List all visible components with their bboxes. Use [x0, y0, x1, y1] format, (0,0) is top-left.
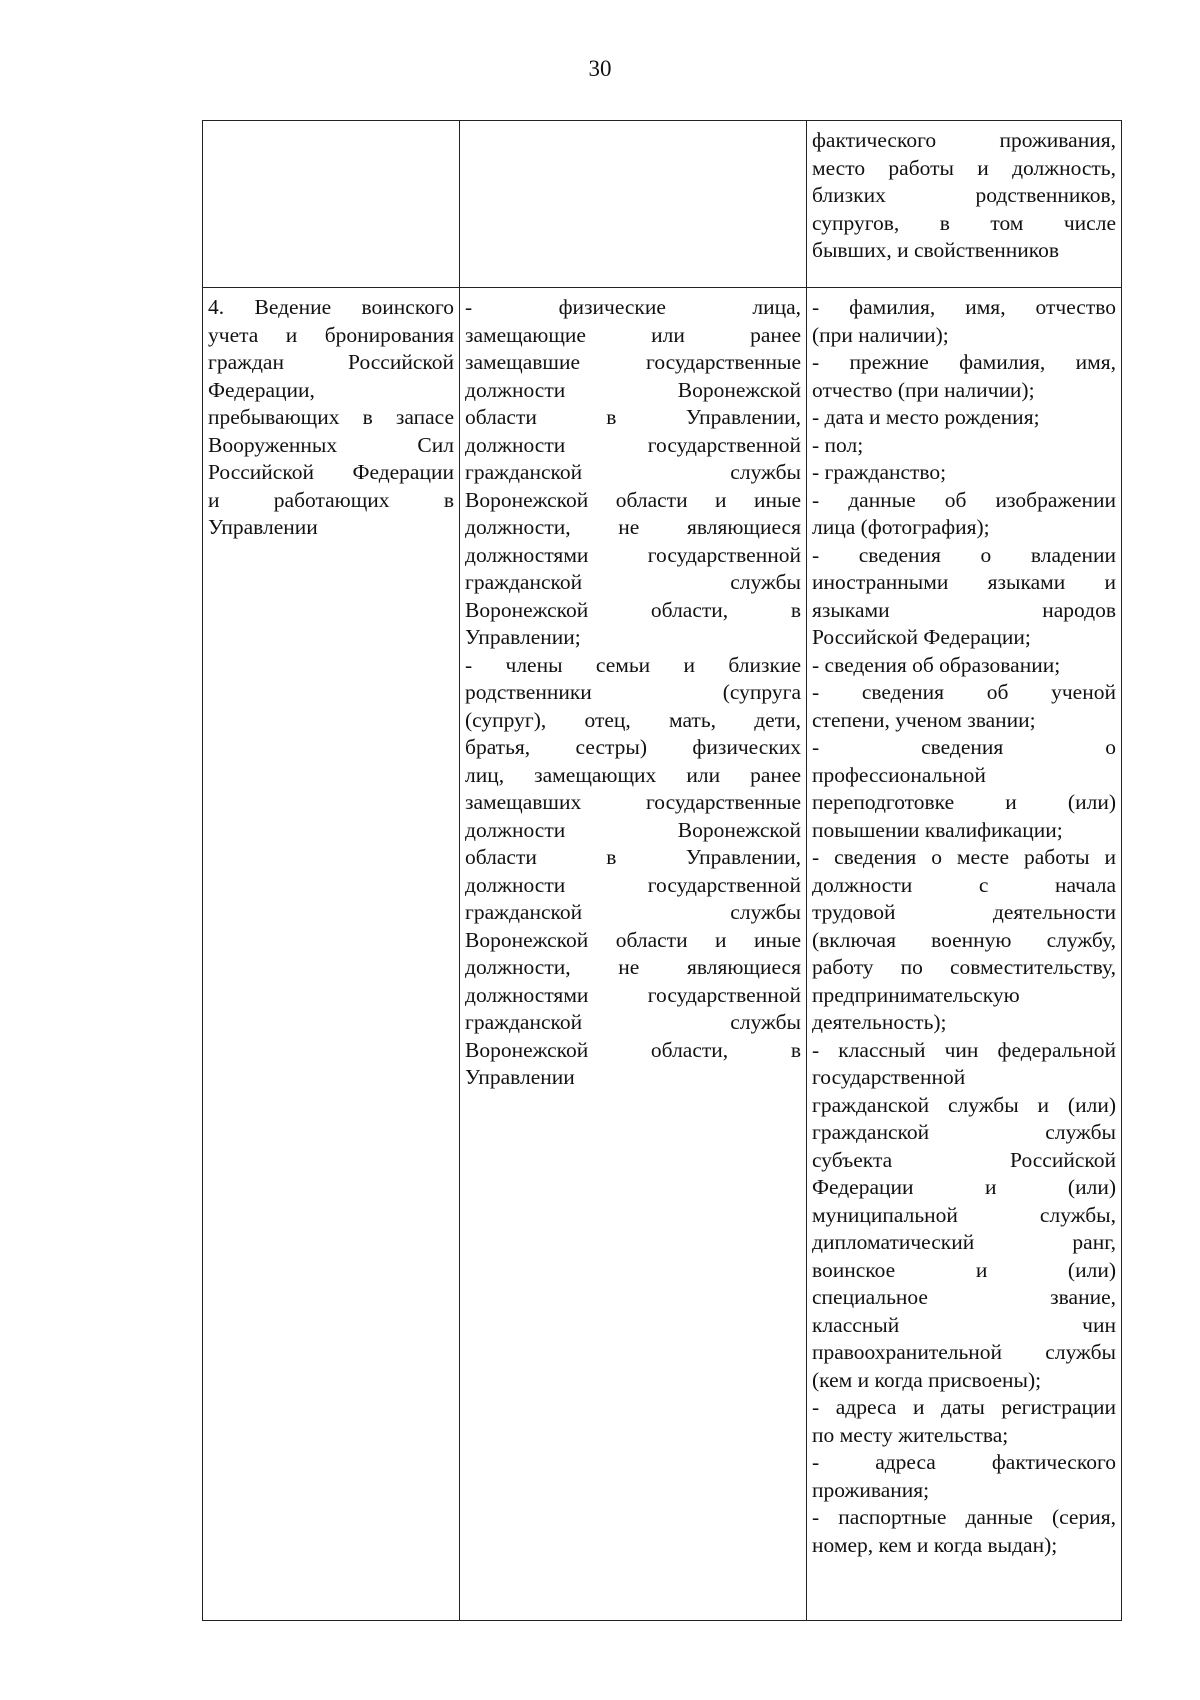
text-line: гражданской службы	[465, 460, 801, 484]
text-line: отчество (при наличии);	[812, 377, 1035, 402]
text-line: и работающих в	[208, 487, 454, 512]
text-line: степени, ученом звании;	[812, 707, 1036, 732]
text-line: деятельность);	[812, 1010, 947, 1034]
table-row-4	[203, 288, 1122, 1621]
text-line: трудовой деятельности	[812, 900, 1116, 924]
text-line: Федерации,	[208, 377, 315, 402]
text-line: - сведения об образовании;	[812, 652, 1061, 677]
text-line: предпринимательскую	[812, 982, 1020, 1007]
text-line: граждан Российской	[208, 350, 454, 374]
text-line: должности Воронежской	[465, 817, 801, 842]
text-line: лиц, замещающих или ранее	[465, 762, 801, 787]
text-line: Федерации и (или)	[812, 1175, 1116, 1199]
text-line: (кем и когда присвоены);	[812, 1367, 1042, 1392]
text-line: замещающие или ранее	[465, 322, 801, 347]
text-line: - адреса и даты регистрации	[812, 1395, 1116, 1419]
text-line: номер, кем и когда выдан);	[812, 1532, 1058, 1557]
text-line: пребывающих в запасе	[208, 405, 454, 429]
text-line: по месту жительства;	[812, 1422, 1009, 1447]
purpose-lines	[208, 294, 454, 542]
text-line: - адреса фактического	[812, 1450, 1116, 1474]
text-line: должности с начала	[812, 872, 1116, 897]
text-line: супругов, в том числе	[812, 210, 1116, 235]
text-line: воинское и (или)	[812, 1257, 1116, 1282]
text-line: должности государственной	[465, 432, 801, 457]
text-line: гражданской службы	[465, 570, 801, 594]
text-line: - фамилия, имя, отчество	[812, 295, 1116, 319]
text-line: Воронежской области и иные	[465, 927, 801, 952]
text-line: - паспортные данные (серия,	[812, 1505, 1116, 1529]
text-line: специальное звание,	[812, 1285, 1116, 1309]
data-categories-lines	[812, 127, 1116, 265]
text-line: замещавшие государственные	[465, 350, 801, 374]
text-line: Управлении	[465, 1065, 575, 1089]
text-line: Вооруженных Сил	[208, 432, 454, 457]
text-line: Воронежской области и иные	[465, 487, 801, 512]
text-line: должности, не являющиеся	[465, 515, 801, 539]
text-line: работу по совместительству,	[812, 955, 1116, 979]
text-line: области в Управлении,	[465, 405, 801, 429]
text-line: 4. Ведение воинского	[208, 295, 454, 319]
cell-subjects-continuation	[460, 121, 807, 288]
text-line: правоохранительной службы	[812, 1340, 1116, 1364]
text-line: замещавших государственные	[465, 790, 801, 814]
text-line: субъекта Российской	[812, 1147, 1116, 1172]
text-line: дипломатический ранг,	[812, 1230, 1116, 1254]
text-line: должности государственной	[465, 872, 801, 897]
subjects-lines	[465, 294, 801, 1092]
text-line: - члены семьи и близкие	[465, 652, 801, 677]
text-line: Российской Федерации;	[812, 625, 1031, 649]
text-line: гражданской службы	[465, 1010, 801, 1034]
text-line: лица (фотография);	[812, 515, 990, 539]
text-line: - сведения о	[812, 735, 1116, 759]
text-line: Воронежской области, в	[465, 1037, 801, 1062]
text-line: проживания;	[812, 1477, 930, 1502]
cell-purpose-military-registration	[203, 288, 460, 1621]
text-line: (при наличии);	[812, 322, 949, 347]
text-line: - пол;	[812, 432, 864, 457]
text-line: Управлении;	[465, 625, 581, 649]
text-line: - сведения о владении	[812, 542, 1116, 567]
text-line: Управлении	[208, 515, 318, 539]
text-line: место работы и должность,	[812, 155, 1116, 180]
text-line: родственники (супруга	[465, 680, 801, 704]
text-line: - дата и место рождения;	[812, 405, 1040, 429]
text-line: профессиональной	[812, 762, 986, 787]
text-line: муниципальной службы,	[812, 1202, 1116, 1227]
text-line: братья, сестры) физических	[465, 735, 801, 759]
text-line: гражданской службы	[465, 900, 801, 924]
personal-data-table	[202, 120, 1122, 1621]
page-number: 30	[588, 56, 612, 81]
text-line: - сведения об ученой	[812, 680, 1116, 704]
text-line: (включая военную службу,	[812, 927, 1116, 952]
text-line: - данные об изображении	[812, 487, 1116, 512]
cell-data-categories-continuation	[807, 121, 1122, 288]
cell-purpose-continuation	[203, 121, 460, 288]
text-line: гражданской службы	[812, 1120, 1116, 1144]
table-row-continuation	[203, 121, 1122, 288]
data-categories-lines	[812, 294, 1116, 1559]
text-line: государственной	[812, 1065, 966, 1089]
text-line: Воронежской области, в	[465, 597, 801, 622]
text-line: - сведения о месте работы и	[812, 845, 1116, 869]
text-line: повышении квалификации;	[812, 817, 1063, 842]
text-line: переподготовке и (или)	[812, 790, 1116, 814]
cell-data-subjects	[460, 288, 807, 1621]
text-line: - гражданство;	[812, 460, 947, 484]
text-line: иностранными языками и	[812, 570, 1116, 594]
text-line: учета и бронирования	[208, 322, 454, 347]
text-line: - прежние фамилия, имя,	[812, 350, 1116, 374]
text-line: фактического проживания,	[812, 128, 1116, 152]
text-line: языками народов	[812, 597, 1116, 622]
text-line: должности Воронежской	[465, 377, 801, 402]
text-line: Российской Федерации	[208, 460, 454, 484]
text-line: должности, не являющиеся	[465, 955, 801, 979]
text-line: - классный чин федеральной	[812, 1037, 1116, 1062]
text-line: гражданской службы и (или)	[812, 1092, 1116, 1117]
cell-data-categories	[807, 288, 1122, 1621]
text-line: (супруг), отец, мать, дети,	[465, 707, 801, 732]
text-line: области в Управлении,	[465, 845, 801, 869]
text-line: бывших, и свойственников	[812, 238, 1060, 262]
text-line: должностями государственной	[465, 542, 801, 567]
text-line: должностями государственной	[465, 982, 801, 1007]
text-line: - физические лица,	[465, 295, 801, 319]
text-line: близких родственников,	[812, 183, 1116, 207]
text-line: классный чин	[812, 1312, 1116, 1337]
